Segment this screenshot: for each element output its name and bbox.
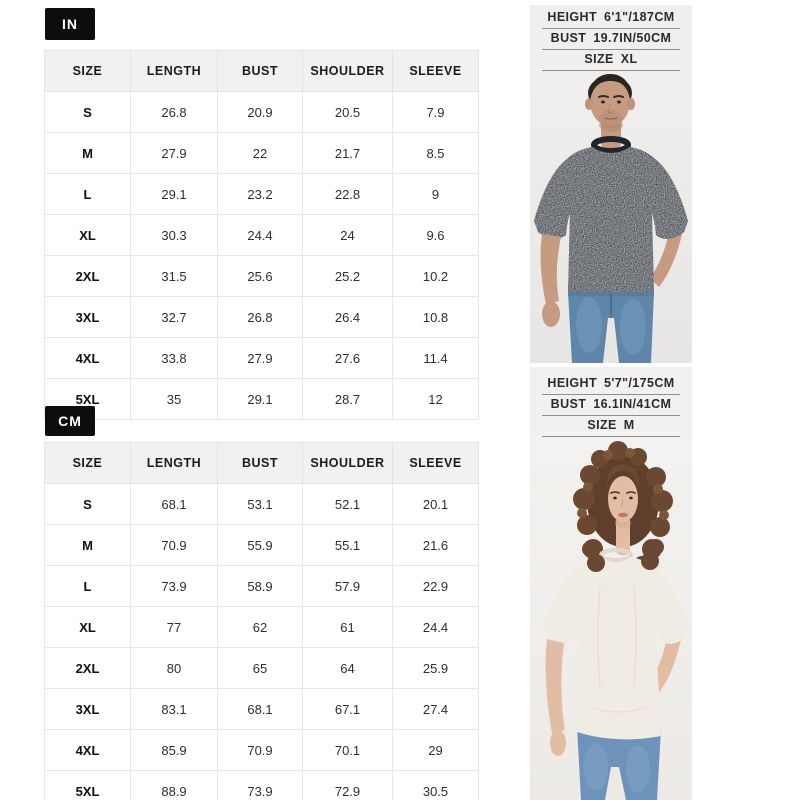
- size-table-inches-header: [45, 51, 479, 92]
- table-row: [45, 338, 479, 379]
- table-row: [45, 174, 479, 215]
- size-table-inches-body: [45, 92, 479, 420]
- column-header: SLEEVE: [393, 443, 479, 484]
- value-cell: 85.9: [131, 730, 218, 771]
- value-cell: 67.1: [303, 689, 393, 730]
- size-cell: 2XL: [45, 648, 131, 689]
- table-row: [45, 379, 479, 420]
- value-cell: 10.8: [393, 297, 479, 338]
- value-cell: 22.9: [393, 566, 479, 607]
- value-cell: 55.9: [218, 525, 303, 566]
- table-row: [45, 297, 479, 338]
- female-model-photo: [530, 437, 692, 800]
- value-cell: 9: [393, 174, 479, 215]
- value-cell: 73.9: [218, 771, 303, 800]
- value-cell: 25.9: [393, 648, 479, 689]
- value-cell: 70.1: [303, 730, 393, 771]
- value-cell: 20.1: [393, 484, 479, 525]
- size-cell: L: [45, 566, 131, 607]
- value-cell: 29.1: [218, 379, 303, 420]
- female-model-illustration: [530, 437, 692, 800]
- table-row: [45, 771, 479, 800]
- value-cell: 83.1: [131, 689, 218, 730]
- value-cell: 26.8: [131, 92, 218, 133]
- value-cell: 57.9: [303, 566, 393, 607]
- value-cell: 27.4: [393, 689, 479, 730]
- value-cell: 68.1: [218, 689, 303, 730]
- size-cell: 5XL: [45, 379, 131, 420]
- value-cell: 28.7: [303, 379, 393, 420]
- bust-label: BUST: [550, 31, 587, 45]
- size-table-centimeters-body: [45, 484, 479, 800]
- value-cell: 27.9: [218, 338, 303, 379]
- female-left-hand: [550, 730, 566, 756]
- value-cell: 21.7: [303, 133, 393, 174]
- column-header: BUST: [218, 443, 303, 484]
- size-cell: S: [45, 92, 131, 133]
- column-header: SHOULDER: [303, 443, 393, 484]
- table-row: [45, 730, 479, 771]
- female-bust-line: [542, 395, 680, 416]
- value-cell: 68.1: [131, 484, 218, 525]
- table-row: [45, 648, 479, 689]
- value-cell: 30.3: [131, 215, 218, 256]
- column-header: BUST: [218, 51, 303, 92]
- value-cell: 20.9: [218, 92, 303, 133]
- value-cell: 31.5: [131, 256, 218, 297]
- size-cell: M: [45, 525, 131, 566]
- value-cell: 29.1: [131, 174, 218, 215]
- value-cell: 64: [303, 648, 393, 689]
- male-left-hand: [542, 301, 560, 327]
- value-cell: 8.5: [393, 133, 479, 174]
- value-cell: 72.9: [303, 771, 393, 800]
- value-cell: 26.8: [218, 297, 303, 338]
- value-cell: 77: [131, 607, 218, 648]
- table-row: [45, 525, 479, 566]
- size-label: SIZE: [584, 52, 614, 66]
- unit-badge-cm: CM: [45, 406, 95, 436]
- value-cell: 65: [218, 648, 303, 689]
- value-cell: 22.8: [303, 174, 393, 215]
- value-cell: 55.1: [303, 525, 393, 566]
- male-height-line: [542, 8, 680, 29]
- bust-value: 19.7IN/50CM: [593, 31, 672, 45]
- size-table-centimeters-header: [45, 443, 479, 484]
- male-model-illustration: [530, 71, 692, 363]
- female-model-panel: [530, 367, 692, 800]
- size-cell: M: [45, 133, 131, 174]
- value-cell: 9.6: [393, 215, 479, 256]
- value-cell: 33.8: [131, 338, 218, 379]
- bust-label: BUST: [550, 397, 587, 411]
- size-cell: 4XL: [45, 730, 131, 771]
- value-cell: 7.9: [393, 92, 479, 133]
- value-cell: 70.9: [131, 525, 218, 566]
- value-cell: 27.6: [303, 338, 393, 379]
- size-table-centimeters: [44, 442, 479, 800]
- value-cell: 53.1: [218, 484, 303, 525]
- male-model-photo: [530, 71, 692, 363]
- female-model-info: [530, 367, 692, 437]
- table-row: [45, 92, 479, 133]
- size-cell: S: [45, 484, 131, 525]
- value-cell: 61: [303, 607, 393, 648]
- value-cell: 20.5: [303, 92, 393, 133]
- size-cell: 3XL: [45, 689, 131, 730]
- size-value: M: [623, 418, 635, 432]
- male-model-panel: [530, 5, 692, 363]
- value-cell: 12: [393, 379, 479, 420]
- value-cell: 30.5: [393, 771, 479, 800]
- table-row: [45, 689, 479, 730]
- unit-badge-in: IN: [45, 8, 95, 40]
- table-row: [45, 215, 479, 256]
- female-height-line: [542, 374, 680, 395]
- column-header: SIZE: [45, 51, 131, 92]
- value-cell: 80: [131, 648, 218, 689]
- value-cell: 88.9: [131, 771, 218, 800]
- value-cell: 24: [303, 215, 393, 256]
- male-size-line: [542, 50, 680, 71]
- value-cell: 24.4: [393, 607, 479, 648]
- value-cell: 62: [218, 607, 303, 648]
- size-cell: 4XL: [45, 338, 131, 379]
- column-header: SLEEVE: [393, 51, 479, 92]
- value-cell: 32.7: [131, 297, 218, 338]
- size-cell: XL: [45, 215, 131, 256]
- table-row: [45, 256, 479, 297]
- table-row: [45, 133, 479, 174]
- value-cell: 70.9: [218, 730, 303, 771]
- male-bust-line: [542, 29, 680, 50]
- value-cell: 58.9: [218, 566, 303, 607]
- height-label: HEIGHT: [547, 376, 598, 390]
- size-cell: 3XL: [45, 297, 131, 338]
- height-value: 5'7"/175CM: [604, 376, 675, 390]
- bust-value: 16.1IN/41CM: [593, 397, 672, 411]
- column-header: LENGTH: [131, 51, 218, 92]
- value-cell: 21.6: [393, 525, 479, 566]
- value-cell: 25.6: [218, 256, 303, 297]
- table-row: [45, 484, 479, 525]
- value-cell: 11.4: [393, 338, 479, 379]
- column-header: SIZE: [45, 443, 131, 484]
- size-cell: 2XL: [45, 256, 131, 297]
- value-cell: 26.4: [303, 297, 393, 338]
- value-cell: 24.4: [218, 215, 303, 256]
- female-size-line: [542, 416, 680, 437]
- table-row: [45, 566, 479, 607]
- value-cell: 25.2: [303, 256, 393, 297]
- height-label: HEIGHT: [547, 10, 598, 24]
- value-cell: 52.1: [303, 484, 393, 525]
- size-cell: XL: [45, 607, 131, 648]
- size-value: XL: [620, 52, 638, 66]
- male-model-info: [530, 5, 692, 71]
- column-header: SHOULDER: [303, 51, 393, 92]
- value-cell: 29: [393, 730, 479, 771]
- size-table-inches: [44, 50, 479, 420]
- table-row: [45, 607, 479, 648]
- value-cell: 22: [218, 133, 303, 174]
- size-label: SIZE: [587, 418, 617, 432]
- height-value: 6'1"/187CM: [604, 10, 675, 24]
- value-cell: 10.2: [393, 256, 479, 297]
- value-cell: 23.2: [218, 174, 303, 215]
- value-cell: 27.9: [131, 133, 218, 174]
- size-cell: L: [45, 174, 131, 215]
- value-cell: 35: [131, 379, 218, 420]
- column-header: LENGTH: [131, 443, 218, 484]
- size-cell: 5XL: [45, 771, 131, 800]
- value-cell: 73.9: [131, 566, 218, 607]
